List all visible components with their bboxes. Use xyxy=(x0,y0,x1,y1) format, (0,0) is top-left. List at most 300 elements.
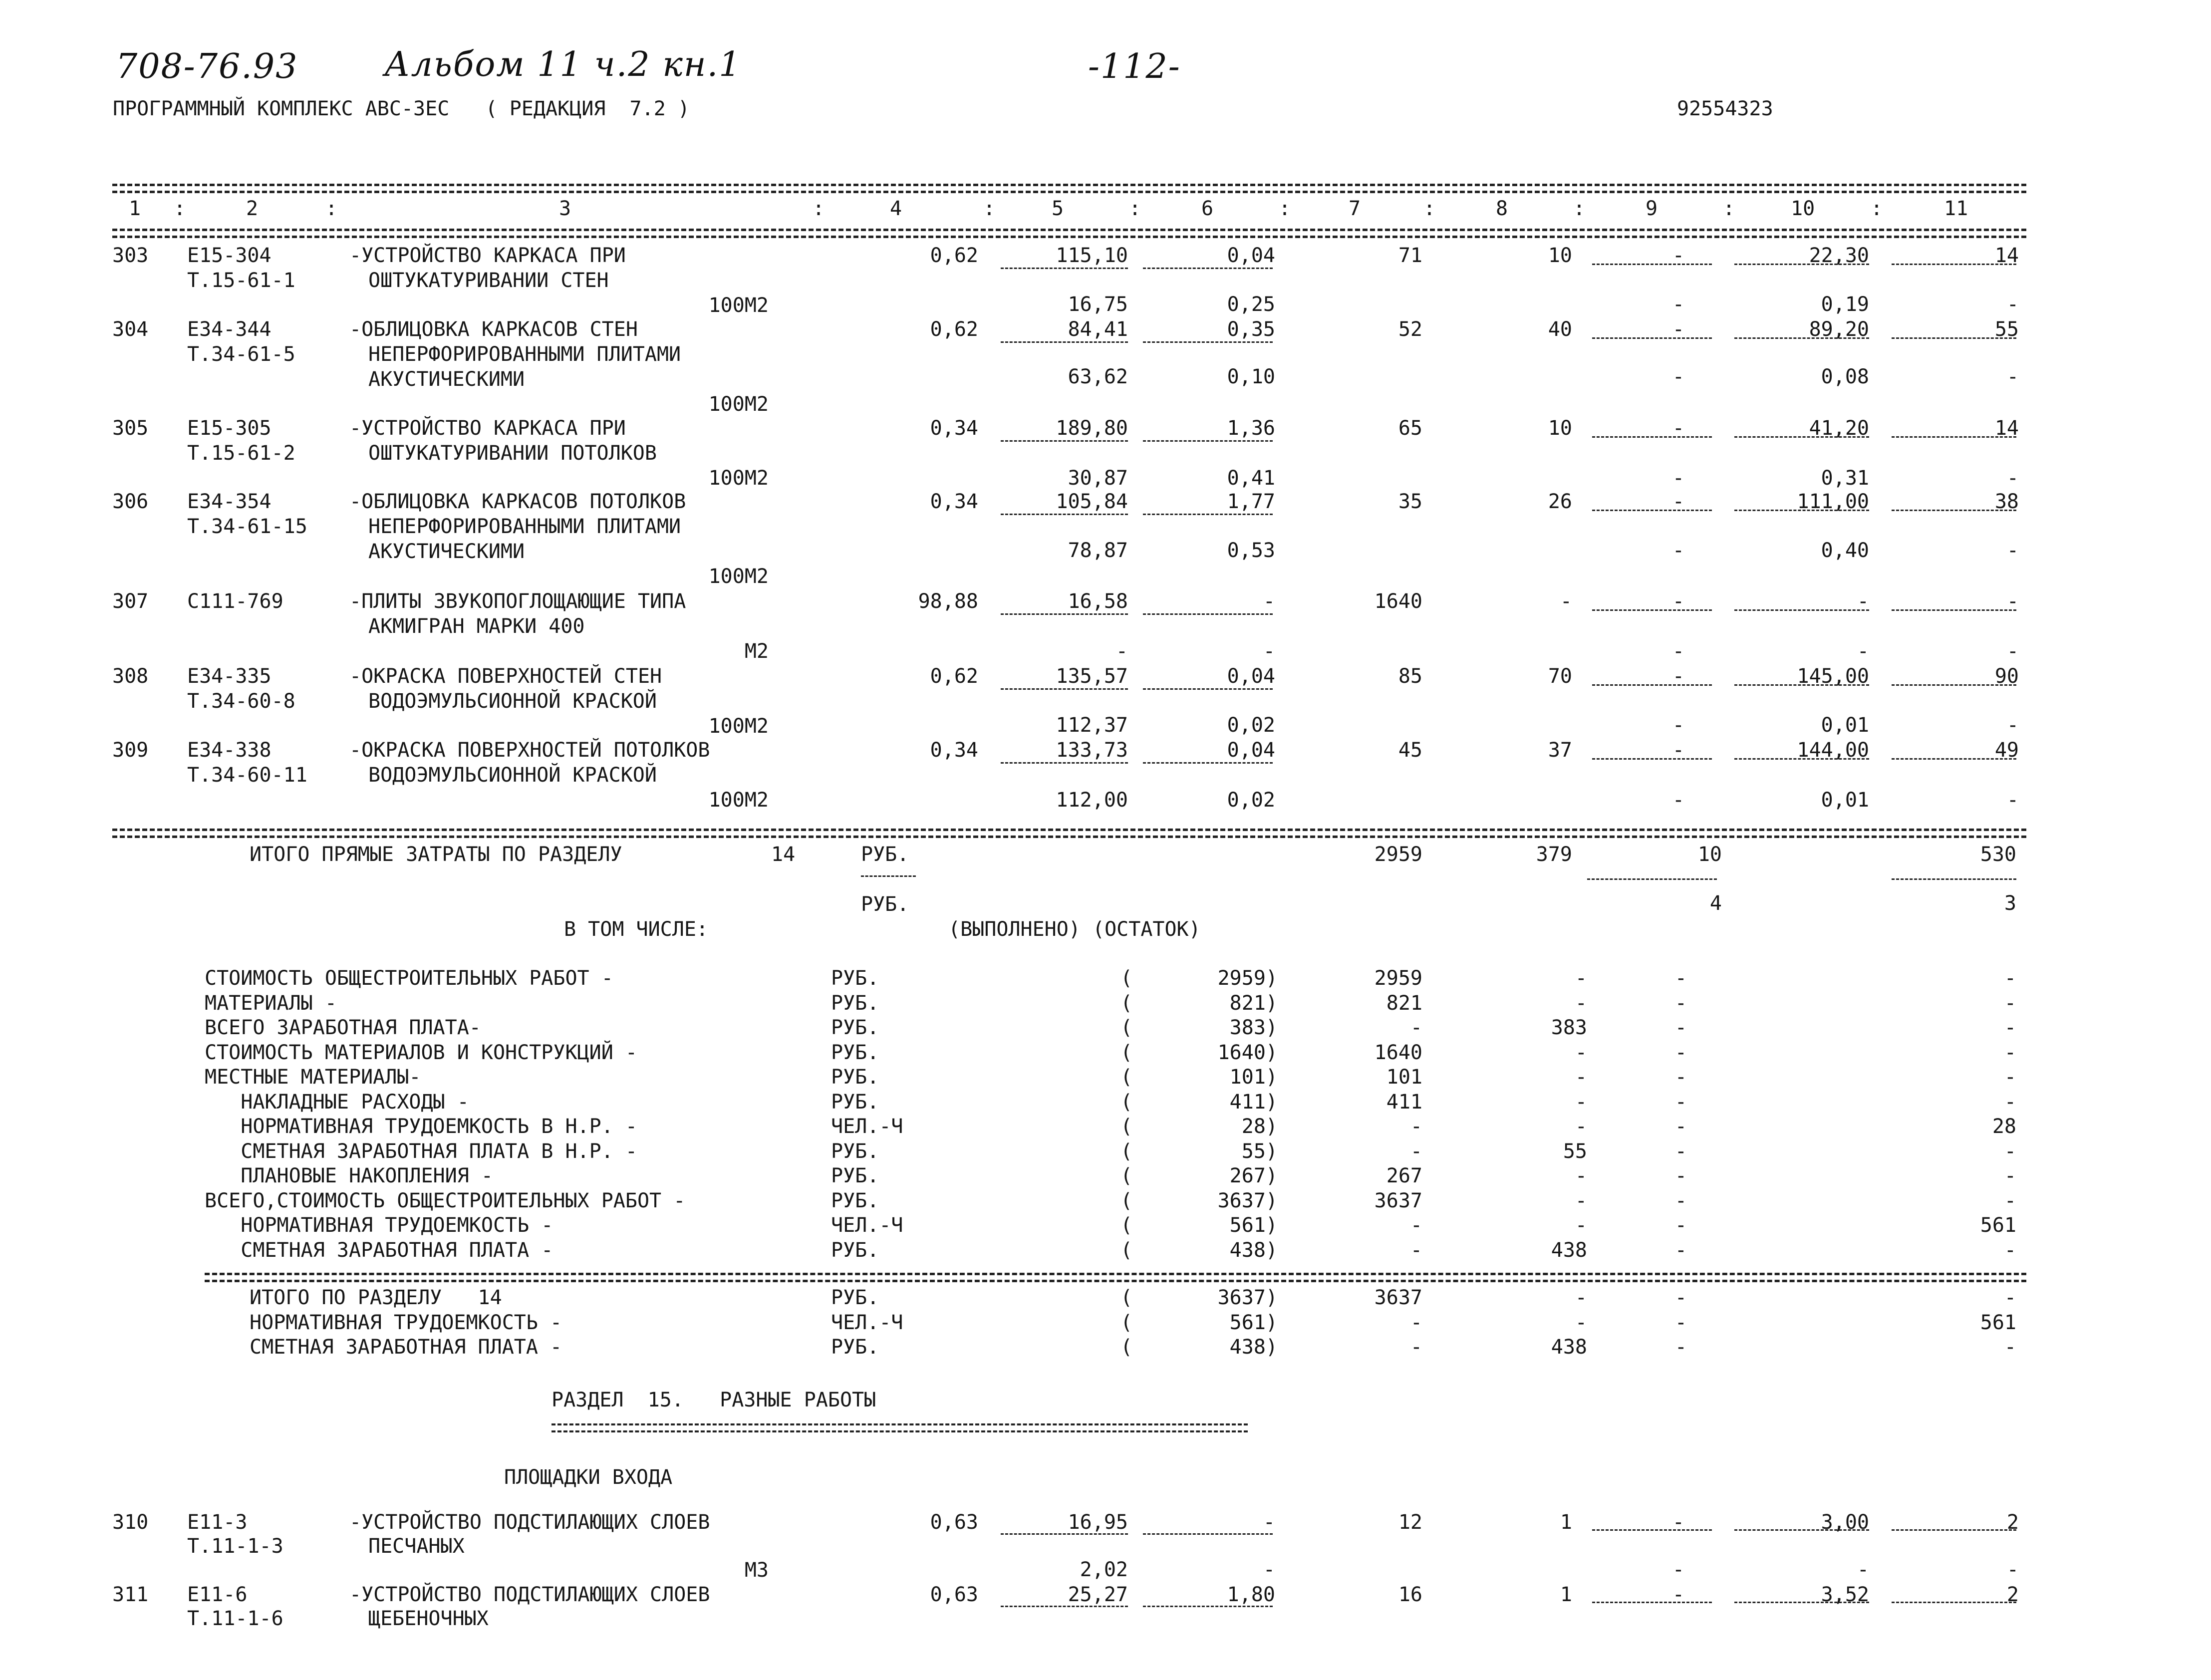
row-description-line2: ВОДОЭМУЛЬСИОННОЙ КРАСКОЙ xyxy=(368,764,657,787)
row-reference: Т.34-61-5 xyxy=(187,343,295,366)
row-description-line1: -УСТРОЙСТВО КАРКАСА ПРИ xyxy=(349,244,626,267)
row-col-10: 41,20 xyxy=(1809,417,1869,440)
row-col-4: 0,34 xyxy=(930,417,978,440)
row-unit: 100М2 xyxy=(708,715,769,738)
breakdown-label: НОРМАТИВНАЯ ТРУДОЕМКОСТЬ В Н.Р. - xyxy=(205,1115,637,1138)
cell-separator xyxy=(1001,688,1128,690)
breakdown-col-9: - xyxy=(1674,1090,1687,1114)
direct-total-c8: 379 xyxy=(1536,843,1572,866)
breakdown-done-value: 55) xyxy=(1241,1139,1278,1163)
row-col-11-b: - xyxy=(2006,365,2019,388)
row-col-8: - xyxy=(1560,590,1572,613)
breakdown-col-9: - xyxy=(1674,1066,1687,1089)
row-col-10: 3,00 xyxy=(1821,1511,1869,1534)
row-col-10-b: 0,01 xyxy=(1821,789,1869,812)
col-header-6: 6 xyxy=(1201,197,1214,220)
col-header-4: 4 xyxy=(890,197,902,220)
section-15-underline-2 xyxy=(552,1430,1248,1432)
cell-separator xyxy=(1734,264,1869,265)
row-col-10: 22,30 xyxy=(1809,244,1869,267)
cell-separator xyxy=(1143,762,1273,764)
section-total-unit: РУБ. xyxy=(831,1336,879,1359)
breakdown-col-7: - xyxy=(1410,1016,1422,1039)
row-col-5-wage: - xyxy=(1115,640,1128,663)
row-unit: 100М2 xyxy=(708,294,769,317)
section-15-title: РАЗДЕЛ 15. РАЗНЫЕ РАБОТЫ xyxy=(552,1389,876,1411)
col-header-2: 2 xyxy=(246,197,259,220)
row-col-10-b: 0,19 xyxy=(1821,293,1869,316)
header-bottom-rule xyxy=(112,229,2026,231)
breakdown-col-8: - xyxy=(1575,1041,1587,1064)
header-top-rule xyxy=(112,184,2026,186)
row-col-10: 145,00 xyxy=(1797,665,1869,688)
row-col-10-b: 0,08 xyxy=(1821,365,1869,388)
breakdown-label: СТОИМОСТЬ ОБЩЕСТРОИТЕЛЬНЫХ РАБОТ - xyxy=(205,967,613,990)
cell-separator xyxy=(1143,440,1273,442)
section-total-col-8: - xyxy=(1575,1286,1587,1309)
breakdown-col-9: - xyxy=(1674,1164,1687,1187)
row-col-8: 1 xyxy=(1560,1511,1572,1534)
row-description-line1: -ПЛИТЫ ЗВУКОПОГЛОЩАЮЩИЕ ТИПА xyxy=(349,590,686,613)
cell-separator xyxy=(1143,688,1273,690)
row-description-line2: ОШТУКАТУРИВАНИИ СТЕН xyxy=(368,269,609,292)
breakdown-col-11: - xyxy=(2004,1164,2016,1187)
breakdown-col-9: - xyxy=(1674,1139,1687,1163)
row-col-7: 35 xyxy=(1398,490,1422,513)
cell-separator xyxy=(1892,758,2016,760)
breakdown-col-11: - xyxy=(2004,1090,2016,1114)
col-sep: : xyxy=(1573,197,1586,220)
row-description-line3: АКУСТИЧЕСКИМИ xyxy=(368,540,525,563)
breakdown-col-9: - xyxy=(1674,1115,1687,1138)
col-sep: : xyxy=(1723,197,1735,220)
cell-separator xyxy=(1892,337,2016,339)
row-col-10-b: - xyxy=(1857,1558,1869,1581)
breakdown-col-9: - xyxy=(1674,1238,1687,1262)
col-sep: : xyxy=(813,197,825,220)
cell-separator xyxy=(1892,510,2016,511)
breakdown-unit: РУБ. xyxy=(831,1189,879,1212)
section-total-label: ИТОГО ПО РАЗДЕЛУ 14 xyxy=(250,1286,502,1309)
row-col-5-wage: 63,62 xyxy=(1068,365,1128,388)
breakdown-col-7: 267 xyxy=(1386,1164,1422,1187)
cell-separator xyxy=(1892,1529,2016,1531)
row-description-line1: -УСТРОЙСТВО КАРКАСА ПРИ xyxy=(349,417,626,440)
direct-total-c11: 530 xyxy=(1980,843,2016,866)
breakdown-paren-open: ( xyxy=(1120,1016,1133,1039)
row-number: 303 xyxy=(112,244,149,267)
row-col-4: 0,62 xyxy=(930,318,978,341)
breakdown-col-8: - xyxy=(1575,1189,1587,1212)
breakdown-col-9: - xyxy=(1674,1214,1687,1237)
breakdown-done-value: 267) xyxy=(1229,1164,1278,1187)
breakdown-col-8: - xyxy=(1575,1164,1587,1187)
row-col-11-b: - xyxy=(2006,1558,2019,1581)
breakdown-paren-open: ( xyxy=(1120,1066,1133,1089)
direct-total-unit-2: РУБ. xyxy=(861,893,909,916)
row-reference: Т.15-61-2 xyxy=(187,442,295,465)
c11-underline xyxy=(1892,878,2016,880)
row-col-9: - xyxy=(1672,665,1684,688)
row-col-9-b: - xyxy=(1672,293,1684,316)
breakdown-col-11: - xyxy=(2004,1041,2016,1064)
section-total-col-7: 3637 xyxy=(1374,1286,1422,1309)
row-col-8: 70 xyxy=(1548,665,1572,688)
breakdown-col-9: - xyxy=(1674,991,1687,1015)
breakdown-col-7: 411 xyxy=(1386,1090,1422,1114)
breakdown-paren-open: ( xyxy=(1120,991,1133,1015)
breakdown-paren-open: ( xyxy=(1120,967,1133,990)
row-number: 310 xyxy=(112,1511,149,1534)
breakdown-done-value: 821) xyxy=(1229,991,1278,1015)
breakdown-col-8: - xyxy=(1575,1115,1587,1138)
cell-separator xyxy=(1143,613,1273,615)
section-total-col-7: - xyxy=(1410,1336,1422,1359)
done-remaining-header: (ВЫПОЛНЕНО) (ОСТАТОК) xyxy=(948,918,1201,941)
breakdown-unit: РУБ. xyxy=(831,1090,879,1114)
breakdown-col-7: - xyxy=(1410,1139,1422,1163)
row-col-11: 2 xyxy=(2006,1583,2019,1606)
row-col-5-wage: 2,02 xyxy=(1080,1558,1128,1581)
cell-separator xyxy=(1001,613,1128,615)
row-col-11: 2 xyxy=(2006,1511,2019,1534)
row-description-line2: ВОДОЭМУЛЬСИОННОЙ КРАСКОЙ xyxy=(368,690,657,713)
row-col-9-b: - xyxy=(1672,365,1684,388)
breakdown-label: ПЛАНОВЫЕ НАКОПЛЕНИЯ - xyxy=(205,1164,493,1187)
breakdown-paren-open: ( xyxy=(1120,1139,1133,1163)
breakdown-col-8: - xyxy=(1575,1066,1587,1089)
row-col-4: 0,62 xyxy=(930,665,978,688)
row-col-4: 0,34 xyxy=(930,490,978,513)
row-col-5-price: 105,84 xyxy=(1056,490,1128,513)
breakdown-label: СМЕТНАЯ ЗАРАБОТНАЯ ПЛАТА - xyxy=(205,1238,553,1262)
row-description-line2: ПЕСЧАНЫХ xyxy=(368,1535,465,1558)
row-col-6-price: 1,77 xyxy=(1227,490,1275,513)
breakdown-col-8: - xyxy=(1575,1214,1587,1237)
breakdown-col-7: - xyxy=(1410,1214,1422,1237)
breakdown-label: ВСЕГО,СТОИМОСТЬ ОБЩЕСТРОИТЕЛЬНЫХ РАБОТ - xyxy=(205,1189,686,1212)
row-col-5-price: 189,80 xyxy=(1056,417,1128,440)
cell-separator xyxy=(1001,762,1128,764)
breakdown-col-7: 1640 xyxy=(1374,1041,1422,1064)
row-col-9: - xyxy=(1672,244,1684,267)
row-col-7: 16 xyxy=(1398,1583,1422,1606)
section-total-col-11: - xyxy=(2004,1336,2016,1359)
row-col-11-b: - xyxy=(2006,293,2019,316)
row-reference: Т.34-60-8 xyxy=(187,690,295,713)
breakdown-col-9: - xyxy=(1674,1041,1687,1064)
breakdown-col-7: - xyxy=(1410,1115,1422,1138)
row-reference: Т.15-61-1 xyxy=(187,269,295,292)
row-col-5-price: 133,73 xyxy=(1056,739,1128,762)
row-col-11-b: - xyxy=(2006,640,2019,663)
row-col-4: 0,63 xyxy=(930,1511,978,1534)
section-total-col-9: - xyxy=(1674,1311,1687,1334)
row-col-5-wage: 30,87 xyxy=(1068,467,1128,490)
direct-total-unit: РУБ. xyxy=(861,843,909,866)
breakdown-col-8: 438 xyxy=(1551,1238,1587,1262)
row-code: Е34-344 xyxy=(187,318,272,341)
col-header-5: 5 xyxy=(1052,197,1064,220)
cell-separator xyxy=(1143,1606,1273,1607)
row-col-5-price: 16,58 xyxy=(1068,590,1128,613)
row-col-11: 14 xyxy=(1994,417,2019,440)
row-description-line1: -ОБЛИЦОВКА КАРКАСОВ ПОТОЛКОВ xyxy=(349,490,686,513)
row-col-6-wage: - xyxy=(1263,1558,1275,1581)
row-code: Е11-3 xyxy=(187,1511,248,1534)
direct-total-c9-b: 4 xyxy=(1709,892,1722,915)
handwritten-document-code: 708-76.93 xyxy=(116,47,298,86)
row-col-6-price: 0,04 xyxy=(1227,665,1275,688)
col-sep: : xyxy=(174,197,186,220)
col-header-3: 3 xyxy=(559,197,571,220)
cell-separator xyxy=(1592,510,1712,511)
row-col-6-price: - xyxy=(1263,1511,1275,1534)
breakdown-done-value: 383) xyxy=(1229,1016,1278,1039)
section-total-unit: РУБ. xyxy=(831,1286,879,1309)
section-total-col-8: 438 xyxy=(1551,1336,1587,1359)
col-header-9: 9 xyxy=(1646,197,1658,220)
breakdown-unit: РУБ. xyxy=(831,1066,879,1089)
breakdown-col-11: - xyxy=(2004,967,2016,990)
row-col-11-b: - xyxy=(2006,714,2019,737)
rows-end-rule xyxy=(112,829,2026,831)
row-col-8: 37 xyxy=(1548,739,1572,762)
row-col-6-wage: 0,10 xyxy=(1227,365,1275,388)
row-col-5-price: 115,10 xyxy=(1056,244,1128,267)
breakdown-done-value: 2959) xyxy=(1217,967,1278,990)
section-15-subtitle: ПЛОЩАДКИ ВХОДА xyxy=(504,1466,673,1489)
cell-separator xyxy=(1001,440,1128,442)
row-col-7: 52 xyxy=(1398,318,1422,341)
row-unit: М3 xyxy=(744,1559,769,1582)
breakdown-col-8: 383 xyxy=(1551,1016,1587,1039)
breakdown-paren-open: ( xyxy=(1120,1214,1133,1237)
breakdown-col-9: - xyxy=(1674,1189,1687,1212)
section-total-done-value: 561) xyxy=(1229,1311,1278,1334)
cell-separator xyxy=(1592,1529,1712,1531)
row-col-5-price: 25,27 xyxy=(1068,1583,1128,1606)
breakdown-col-11: - xyxy=(2004,1189,2016,1212)
breakdown-unit: ЧЕЛ.-Ч xyxy=(831,1214,903,1237)
breakdown-paren-open: ( xyxy=(1120,1090,1133,1114)
row-description-line3: АКУСТИЧЕСКИМИ xyxy=(368,368,525,391)
row-col-6-wage: 0,02 xyxy=(1227,789,1275,812)
breakdown-done-value: 561) xyxy=(1229,1214,1278,1237)
cell-separator xyxy=(1892,436,2016,438)
breakdown-done-value: 1640) xyxy=(1217,1041,1278,1064)
row-col-5-wage: 112,00 xyxy=(1056,789,1128,812)
breakdown-unit: РУБ. xyxy=(831,991,879,1015)
cell-separator xyxy=(1001,268,1128,269)
row-code: Е34-354 xyxy=(187,490,272,513)
row-col-10: 111,00 xyxy=(1797,490,1869,513)
unit-underline xyxy=(861,875,916,877)
section-total-done-value: 3637) xyxy=(1217,1286,1278,1309)
row-description-line2: НЕПЕРФОРИРОВАННЫМИ ПЛИТАМИ xyxy=(368,343,681,366)
breakdown-label: НАКЛАДНЫЕ РАСХОДЫ - xyxy=(205,1090,469,1114)
row-unit: М2 xyxy=(744,640,769,663)
row-col-9: - xyxy=(1672,490,1684,513)
section-total-label: СМЕТНАЯ ЗАРАБОТНАЯ ПЛАТА - xyxy=(250,1336,562,1359)
handwritten-page-number: -112- xyxy=(1088,47,1181,86)
breakdown-unit: РУБ. xyxy=(831,1164,879,1187)
section-total-col-11: - xyxy=(2004,1286,2016,1309)
breakdown-col-8: - xyxy=(1575,991,1587,1015)
direct-total-c11-b: 3 xyxy=(2004,892,2016,915)
row-reference: Т.11-1-3 xyxy=(187,1535,283,1558)
row-col-5-wage: 16,75 xyxy=(1068,293,1128,316)
breakdown-col-11: - xyxy=(2004,1016,2016,1039)
breakdown-paren-open: ( xyxy=(1120,1164,1133,1187)
cell-separator xyxy=(1143,1533,1273,1535)
row-col-9: - xyxy=(1672,1511,1684,1534)
row-col-5-wage: 78,87 xyxy=(1068,539,1128,562)
breakdown-label: СМЕТНАЯ ЗАРАБОТНАЯ ПЛАТА В Н.Р. - xyxy=(205,1139,637,1163)
col-sep: : xyxy=(1129,197,1141,220)
rows-end-rule-2 xyxy=(112,836,2026,838)
cell-separator xyxy=(1001,1606,1128,1607)
row-col-5-price: 135,57 xyxy=(1056,665,1128,688)
row-col-9: - xyxy=(1672,1583,1684,1606)
row-unit: 100М2 xyxy=(708,393,769,416)
row-col-4: 98,88 xyxy=(918,590,978,613)
row-col-5-price: 16,95 xyxy=(1068,1511,1128,1534)
breakdown-unit: РУБ. xyxy=(831,1139,879,1163)
row-code: Е34-335 xyxy=(187,665,272,688)
section-total-col-9: - xyxy=(1674,1286,1687,1309)
row-description-line2: ЩЕБЕНОЧНЫХ xyxy=(368,1607,489,1630)
section-total-label: НОРМАТИВНАЯ ТРУДОЕМКОСТЬ - xyxy=(250,1311,562,1334)
cell-separator xyxy=(1592,436,1712,438)
row-col-4: 0,34 xyxy=(930,739,978,762)
program-title: ПРОГРАММНЫЙ КОМПЛЕКС АВС-3ЕС ( РЕДАКЦИЯ 7.2 ) xyxy=(113,97,690,120)
row-col-10: 89,20 xyxy=(1809,318,1869,341)
breakdown-label: ВСЕГО ЗАРАБОТНАЯ ПЛАТА- xyxy=(205,1016,481,1039)
section-total-col-11: 561 xyxy=(1980,1311,2016,1334)
breakdown-end-rule-2 xyxy=(205,1280,2026,1282)
section-total-paren-open: ( xyxy=(1120,1286,1133,1309)
row-col-11: 14 xyxy=(1994,244,2019,267)
breakdown-col-11: - xyxy=(2004,1139,2016,1163)
cell-separator xyxy=(1592,337,1712,339)
row-col-11-b: - xyxy=(2006,789,2019,812)
header-bottom-rule-2 xyxy=(112,236,2026,238)
col-header-10: 10 xyxy=(1791,197,1815,220)
row-number: 309 xyxy=(112,739,149,762)
cell-separator xyxy=(1734,436,1869,438)
breakdown-done-value: 411) xyxy=(1229,1090,1278,1114)
c9-underline xyxy=(1587,878,1717,880)
direct-total-section: 14 xyxy=(771,843,796,866)
row-description-line1: -ОБЛИЦОВКА КАРКАСОВ СТЕН xyxy=(349,318,638,341)
breakdown-paren-open: ( xyxy=(1120,1115,1133,1138)
breakdown-unit: РУБ. xyxy=(831,1238,879,1262)
col-header-7: 7 xyxy=(1349,197,1361,220)
row-reference: Т.11-1-6 xyxy=(187,1607,283,1630)
col-sep: : xyxy=(1279,197,1291,220)
cell-separator xyxy=(1892,609,2016,611)
row-reference: Т.34-60-11 xyxy=(187,764,307,787)
row-col-11: - xyxy=(2006,590,2019,613)
row-col-11: 55 xyxy=(1994,318,2019,341)
breakdown-label: НОРМАТИВНАЯ ТРУДОЕМКОСТЬ - xyxy=(205,1214,553,1237)
row-description-line2: АКМИГРАН МАРКИ 400 xyxy=(368,615,585,638)
cell-separator xyxy=(1001,514,1128,515)
row-description-line1: -УСТРОЙСТВО ПОДСТИЛАЮЩИХ СЛОЕВ xyxy=(349,1583,710,1606)
row-col-11-b: - xyxy=(2006,467,2019,490)
handwritten-album-reference: Альбом 11 ч.2 кн.1 xyxy=(384,45,742,84)
breakdown-col-9: - xyxy=(1674,1016,1687,1039)
row-col-9-b: - xyxy=(1672,714,1684,737)
breakdown-col-9: - xyxy=(1674,967,1687,990)
cell-separator xyxy=(1734,337,1869,339)
row-col-7: 71 xyxy=(1398,244,1422,267)
breakdown-col-11: 561 xyxy=(1980,1214,2016,1237)
breakdown-col-11: 28 xyxy=(1992,1115,2016,1138)
breakdown-col-11: - xyxy=(2004,991,2016,1015)
row-col-5-price: 84,41 xyxy=(1068,318,1128,341)
section-total-paren-open: ( xyxy=(1120,1336,1133,1359)
cell-separator xyxy=(1592,609,1712,611)
section-total-col-7: - xyxy=(1410,1311,1422,1334)
row-col-7: 12 xyxy=(1398,1511,1422,1534)
row-col-7: 85 xyxy=(1398,665,1422,688)
row-code: Е15-305 xyxy=(187,417,272,440)
row-col-6-price: - xyxy=(1263,590,1275,613)
row-col-6-wage: 0,25 xyxy=(1227,293,1275,316)
row-unit: 100М2 xyxy=(708,789,769,812)
breakdown-col-7: 821 xyxy=(1386,991,1422,1015)
row-col-5-wage: 112,37 xyxy=(1056,714,1128,737)
row-code: С111-769 xyxy=(187,590,283,613)
direct-total-label: ИТОГО ПРЯМЫЕ ЗАТРАТЫ ПО РАЗДЕЛУ xyxy=(250,843,622,866)
col-header-1: 1 xyxy=(129,197,141,220)
col-sep: : xyxy=(325,197,338,220)
cell-separator xyxy=(1592,1602,1712,1603)
header-top-rule-2 xyxy=(112,191,2026,193)
breakdown-col-11: - xyxy=(2004,1238,2016,1262)
row-col-6-price: 0,35 xyxy=(1227,318,1275,341)
col-sep: : xyxy=(1423,197,1436,220)
cell-separator xyxy=(1592,264,1712,265)
breakdown-col-8: - xyxy=(1575,1090,1587,1114)
row-col-8: 26 xyxy=(1548,490,1572,513)
row-col-9-b: - xyxy=(1672,1558,1684,1581)
row-col-10-b: - xyxy=(1857,640,1869,663)
row-col-7: 45 xyxy=(1398,739,1422,762)
breakdown-label: СТОИМОСТЬ МАТЕРИАЛОВ И КОНСТРУКЦИЙ - xyxy=(205,1041,637,1064)
row-col-6-price: 1,80 xyxy=(1227,1583,1275,1606)
row-col-6-wage: 0,53 xyxy=(1227,539,1275,562)
section-total-col-9: - xyxy=(1674,1336,1687,1359)
cell-separator xyxy=(1143,514,1273,515)
row-col-4: 0,63 xyxy=(930,1583,978,1606)
row-col-4: 0,62 xyxy=(930,244,978,267)
breakdown-col-7: 3637 xyxy=(1374,1189,1422,1212)
including-label: В ТОМ ЧИСЛЕ: xyxy=(564,918,708,941)
row-col-8: 10 xyxy=(1548,244,1572,267)
row-code: Е34-338 xyxy=(187,739,272,762)
row-col-9-b: - xyxy=(1672,640,1684,663)
breakdown-unit: ЧЕЛ.-Ч xyxy=(831,1115,903,1138)
row-code: Е15-304 xyxy=(187,244,272,267)
row-col-6-wage: 0,02 xyxy=(1227,714,1275,737)
row-col-6-wage: 0,41 xyxy=(1227,467,1275,490)
section-total-paren-open: ( xyxy=(1120,1311,1133,1334)
cell-separator xyxy=(1734,609,1869,611)
cell-separator xyxy=(1892,264,2016,265)
